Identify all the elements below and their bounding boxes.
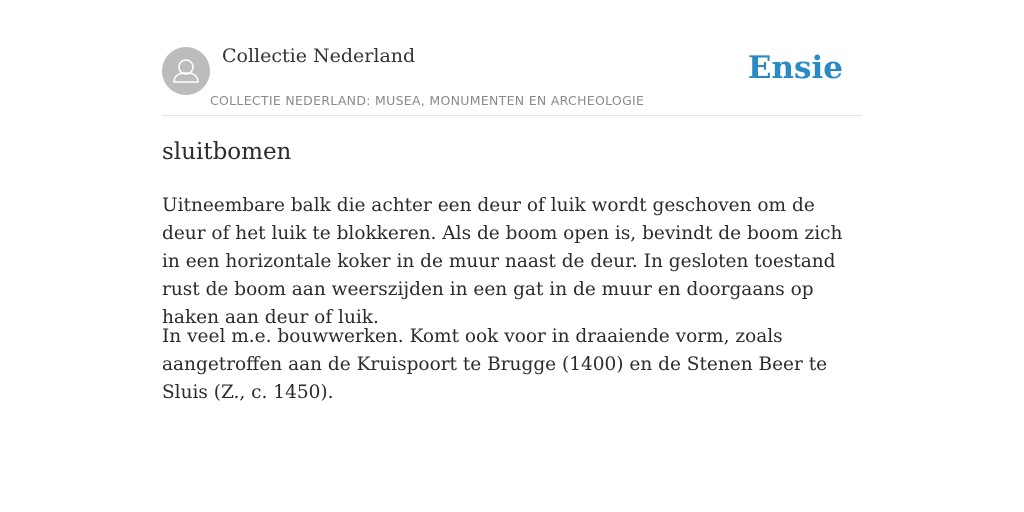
- entry-paragraph: In veel m.e. bouwwerken. Komt ook voor in draaiende vorm, zoals aangetroffen aan de Kruispoort te Brugge (1400) en de Stenen Beer te Sluis (Z., c. 1450).: [162, 326, 828, 403]
- entry-card: [162, 0, 862, 403]
- entry-term: sluitbomen: [162, 139, 292, 165]
- entry-paragraph: Uitneembare balk die achter een deur of luik wordt geschoven om de deur of het luik te blokkeren. Als de boom open is, bevindt de boom zich in een horizontale koker in de muur naast de deur. In gesloten toestand rust de boom aan weerszijden in een gat in de muur en doorgaans op haken aan deur of luik.: [162, 195, 843, 328]
- user-silhouette-icon: [162, 47, 210, 95]
- entry-header: [162, 0, 862, 116]
- author-avatar[interactable]: [162, 47, 210, 95]
- ensie-logo[interactable]: Ensie: [747, 50, 843, 86]
- source-label[interactable]: COLLECTIE NEDERLAND: MUSEA, MONUMENTEN EN ARCHEOLOGIE: [210, 93, 645, 108]
- author-name[interactable]: Collectie Nederland: [222, 45, 416, 67]
